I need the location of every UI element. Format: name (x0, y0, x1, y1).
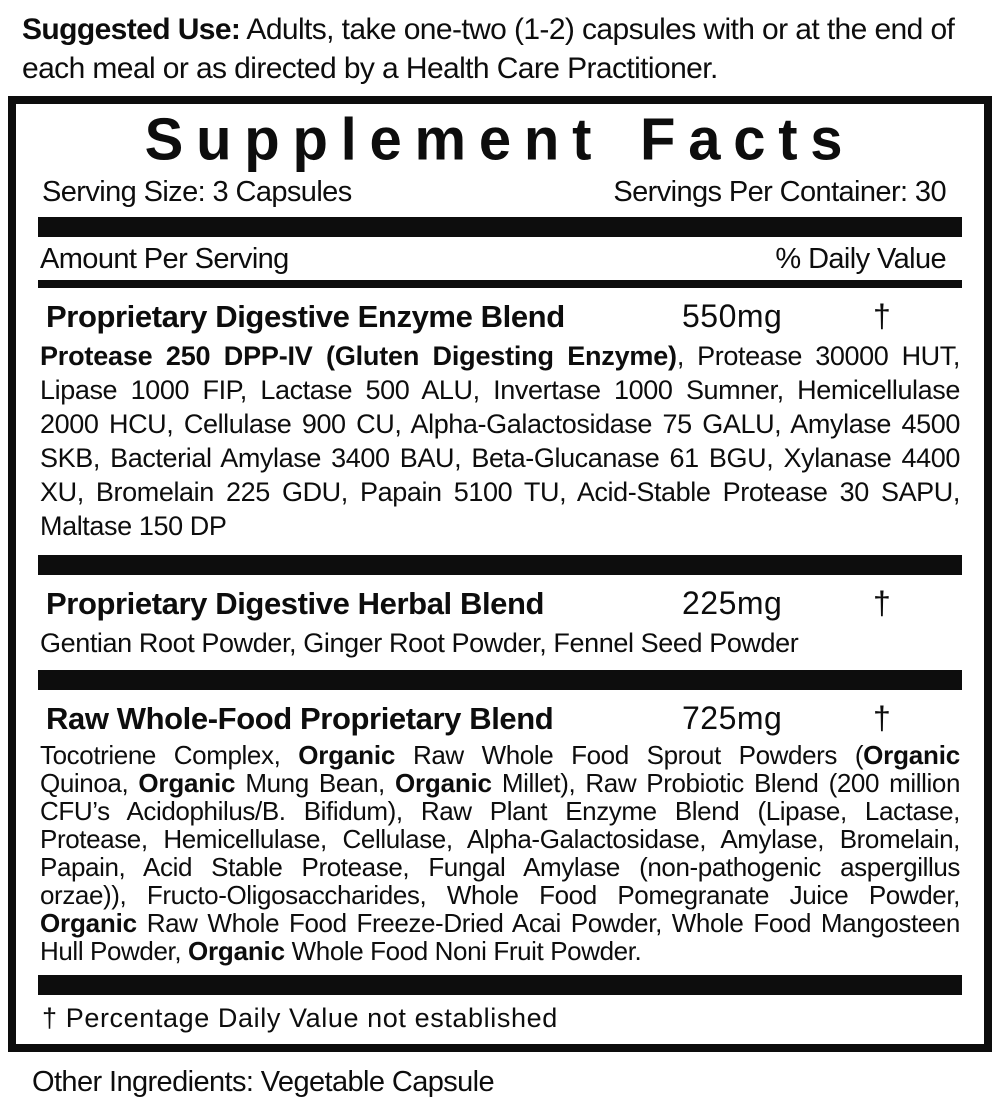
blend-amount: 725mg (682, 700, 783, 736)
amount-per-serving-label: Amount Per Serving (40, 243, 289, 275)
blend-row-enzyme (38, 288, 962, 337)
daily-value-label: % Daily Value (775, 243, 946, 275)
separator-bar-1 (38, 555, 962, 575)
supplement-facts-panel (8, 96, 992, 1052)
blend-ingredients-herbal: Gentian Root Powder, Ginger Root Powder, Fennel Seed Powder (40, 628, 799, 658)
dagger-symbol: † (873, 298, 891, 334)
separator-bar-2 (38, 670, 962, 690)
blend-ingredients-raw-whole-food: Tocotriene Complex, Organic Raw Whole Food Sprout Powders (Organic Quinoa, Organic Mung Bean, Organic Millet), Raw Probiotic Blend (200 million CFU’s Acidophilus/B. Bifidum), Raw Plant Enzyme Blend (Lipase, Lactase, Protease, Hemicellulase, Cellulase, Alpha-Galactosidase, Amylase, Bromelain, Papain, Acid Stable Protease, Fungal Amylase (non-pathogenic aspergillus orzae)), Fructo-Oligosaccharides, Whole Food Pomegranate Juice Powder, Organic Raw Whole Food Freeze-Dried Acai Powder, Whole Food Mangosteen Hull Powder, Organic Whole Food Noni Fruit Powder. (40, 740, 961, 966)
blend-ingredients-enzyme: Protease 250 DPP-IV (Gluten Digesting Enzyme), Protease 30000 HUT, Lipase 1000 FIP, Lactase 500 ALU, Invertase 1000 Sumner, Hemicellulase 2000 HCU, Cellulase 900 CU, Alpha-Galactosidase 75 GALU, Amylase 4500 SKB, Bacterial Amylase 3400 BAU, Beta-Glucanase 61 BGU, Xylanase 4400 XU, Bromelain 225 GDU, Papain 5100 TU, Acid-Stable Protease 30 SAPU, Maltase 150 DP (40, 341, 960, 541)
separator-bar-medium (38, 280, 962, 288)
blend-amount: 225mg (682, 585, 783, 621)
dagger-symbol: † (873, 700, 891, 736)
servings-per-container: Servings Per Container: 30 (613, 176, 946, 208)
daily-value-footnote: † Percentage Daily Value not established (42, 1003, 558, 1033)
separator-bar-3 (38, 975, 962, 995)
blend-amount: 550mg (682, 298, 783, 334)
separator-bar-top (38, 217, 962, 237)
dagger-symbol: † (873, 585, 891, 621)
suggested-use-body: Adults, take one-two (1-2) capsules with or at the end of each meal or as directed by a Health Care Practitioner. (22, 13, 955, 85)
amount-per-serving-row (38, 237, 962, 280)
blend-name: Proprietary Digestive Herbal Blend (46, 586, 545, 621)
panel-title: Supplement Facts (144, 106, 856, 173)
other-ingredients: Other Ingredients: Vegetable Capsule (32, 1066, 495, 1098)
blend-row-herbal (38, 575, 962, 624)
blend-name: Proprietary Digestive Enzyme Blend (46, 299, 565, 334)
blend-row-raw-whole-food (38, 690, 962, 739)
suggested-use-label: Suggested Use: (22, 13, 241, 46)
serving-size: Serving Size: 3 Capsules (42, 176, 352, 208)
suggested-use-text (0, 0, 1000, 94)
serving-row (38, 174, 962, 217)
blend-name: Raw Whole-Food Proprietary Blend (46, 701, 554, 736)
